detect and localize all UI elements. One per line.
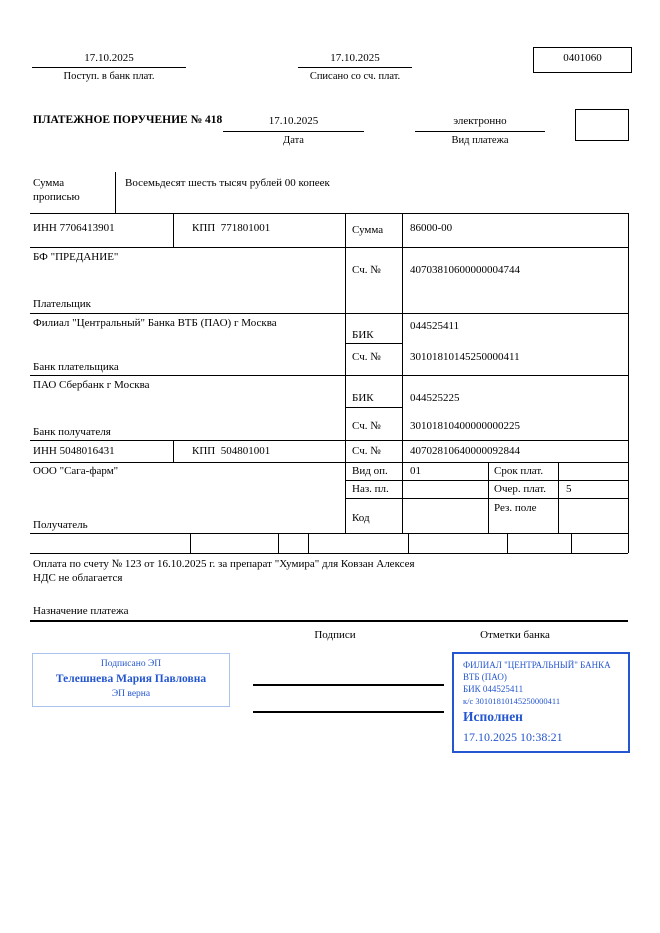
document-title: ПЛАТЕЖНОЕ ПОРУЧЕНИЕ № 418: [33, 114, 223, 126]
grid-line-v: [345, 213, 346, 533]
pay-term-label: Срок плат.: [494, 465, 544, 477]
payee-bank-label: Банк получателя: [33, 426, 111, 438]
purpose-underline: [30, 620, 628, 622]
payer-name: БФ "ПРЕДАНИЕ": [33, 251, 119, 263]
grid-line-v: [173, 440, 174, 462]
purpose-line1: Оплата по счету № 123 от 16.10.2025 г. за препарат "Хумира" для Ковзан Алексея: [33, 558, 415, 570]
payee-name: ООО "Сага-фарм": [33, 465, 119, 477]
debited-date: 17.10.2025: [330, 52, 380, 64]
grid-line-h: [30, 375, 628, 376]
grid-line-v: [628, 213, 629, 553]
grid-line-h: [30, 553, 628, 554]
queue-label: Очер. плат.: [494, 483, 547, 495]
sum-value: 86000-00: [410, 222, 453, 234]
op-kind-value: 01: [410, 465, 421, 477]
payer-inn: ИНН 7706413901: [33, 222, 115, 234]
payer-account: 40703810600000004744: [410, 264, 520, 276]
payee-inn: ИНН 5048016431: [33, 445, 115, 457]
grid-line-h: [345, 343, 402, 344]
grid-line-h: [30, 440, 628, 441]
bank-stamp-datetime: 17.10.2025 10:38:21: [463, 730, 563, 744]
grid-line-h: [30, 533, 628, 534]
doc-date-underline: [223, 131, 364, 132]
payer-bank-bik-label: БИК: [352, 329, 374, 341]
code-label: Код: [352, 512, 370, 524]
signatures-label: Подписи: [314, 629, 356, 641]
payee-account: 40702810640000092844: [410, 445, 520, 457]
sum-label: Сумма: [352, 224, 384, 236]
payer-bank-account-label: Сч. №: [352, 351, 381, 363]
grid-line-v: [408, 533, 409, 553]
payee-bank-bik-label: БИК: [352, 392, 374, 404]
bank-marks-label: Отметки банка: [480, 629, 550, 641]
payee-label: Получатель: [33, 519, 88, 531]
amount-words-divider: [115, 172, 116, 213]
payee-bank-bik: 044525225: [410, 392, 460, 404]
bank-stamp-status: Исполнен: [463, 709, 523, 724]
doc-date-label: Дата: [283, 135, 304, 146]
purpose-code-label: Наз. пл.: [352, 483, 389, 495]
grid-line-h: [345, 498, 628, 499]
payee-kpp: КПП 504801001: [192, 445, 271, 457]
bank-stamp-line2: ВТБ (ПАО): [463, 672, 507, 682]
queue-value: 5: [566, 483, 572, 495]
grid-line-v: [278, 533, 279, 553]
amount-words-label-2: прописью: [33, 191, 80, 203]
payment-kind-underline: [415, 131, 545, 132]
payee-bank-account: 30101810400000000225: [410, 420, 520, 432]
signature-stamp-line1: Подписано ЭП: [100, 659, 162, 669]
grid-line-v: [507, 533, 508, 553]
payer-bank-name: Филиал "Центральный" Банка ВТБ (ПАО) г Москва: [33, 317, 277, 329]
payer-account-label: Сч. №: [352, 264, 381, 276]
signature-line-1: [253, 684, 444, 686]
grid-line-v: [190, 533, 191, 553]
form-code: 0401060: [563, 52, 602, 64]
grid-line-v: [308, 533, 309, 553]
payer-bank-label: Банк плательщика: [33, 361, 119, 373]
payee-account-label: Сч. №: [352, 445, 381, 457]
bank-stamp-line4: к/с 30101810145250000411: [463, 696, 561, 706]
op-kind-label: Вид оп.: [352, 465, 388, 477]
payer-label: Плательщик: [33, 298, 91, 310]
grid-line-h: [30, 213, 628, 214]
form-code-box: [533, 47, 632, 73]
grid-line-v: [488, 462, 489, 533]
purpose-label: Назначение платежа: [33, 605, 129, 617]
grid-line-v: [402, 213, 403, 533]
signature-stamp-name: Телешнева Мария Павловна: [55, 673, 207, 685]
payer-bank-account: 30101810145250000411: [410, 351, 520, 363]
grid-line-v: [173, 213, 174, 247]
grid-line-h: [345, 480, 628, 481]
debited-date-underline: [298, 67, 412, 68]
res-field-label: Рез. поле: [494, 502, 537, 514]
grid-line-h: [30, 247, 628, 248]
received-date-underline: [32, 67, 186, 68]
amount-words: Восемьдесят шесть тысяч рублей 00 копеек: [125, 177, 330, 189]
payee-bank-name: ПАО Сбербанк г Москва: [33, 379, 150, 391]
grid-line-v: [558, 462, 559, 533]
bank-stamp: [452, 652, 630, 753]
payment-kind-label: Вид платежа: [451, 135, 509, 146]
payment-kind: электронно: [453, 115, 507, 127]
grid-line-h: [30, 313, 628, 314]
status-box-empty: [575, 109, 629, 141]
signature-stamp: [32, 653, 230, 707]
received-date-label: Поступ. в банк плат.: [63, 71, 155, 82]
purpose-line2: НДС не облагается: [33, 572, 123, 584]
bank-stamp-line3: БИК 044525411: [463, 684, 524, 694]
signature-stamp-line3: ЭП верна: [111, 689, 151, 699]
doc-date: 17.10.2025: [268, 115, 319, 127]
grid-line-h: [345, 407, 402, 408]
bank-stamp-line1: ФИЛИАЛ "ЦЕНТРАЛЬНЫЙ" БАНКА: [463, 660, 611, 670]
grid-line-h: [30, 462, 628, 463]
grid-line-v: [571, 533, 572, 553]
debited-date-label: Списано со сч. плат.: [309, 71, 401, 82]
amount-words-label-1: Сумма: [33, 177, 65, 189]
signature-line-2: [253, 711, 444, 713]
payer-kpp: КПП 771801001: [192, 222, 271, 234]
payer-bank-bik: 044525411: [410, 320, 460, 332]
received-date: 17.10.2025: [84, 52, 134, 64]
payee-bank-account-label: Сч. №: [352, 420, 381, 432]
